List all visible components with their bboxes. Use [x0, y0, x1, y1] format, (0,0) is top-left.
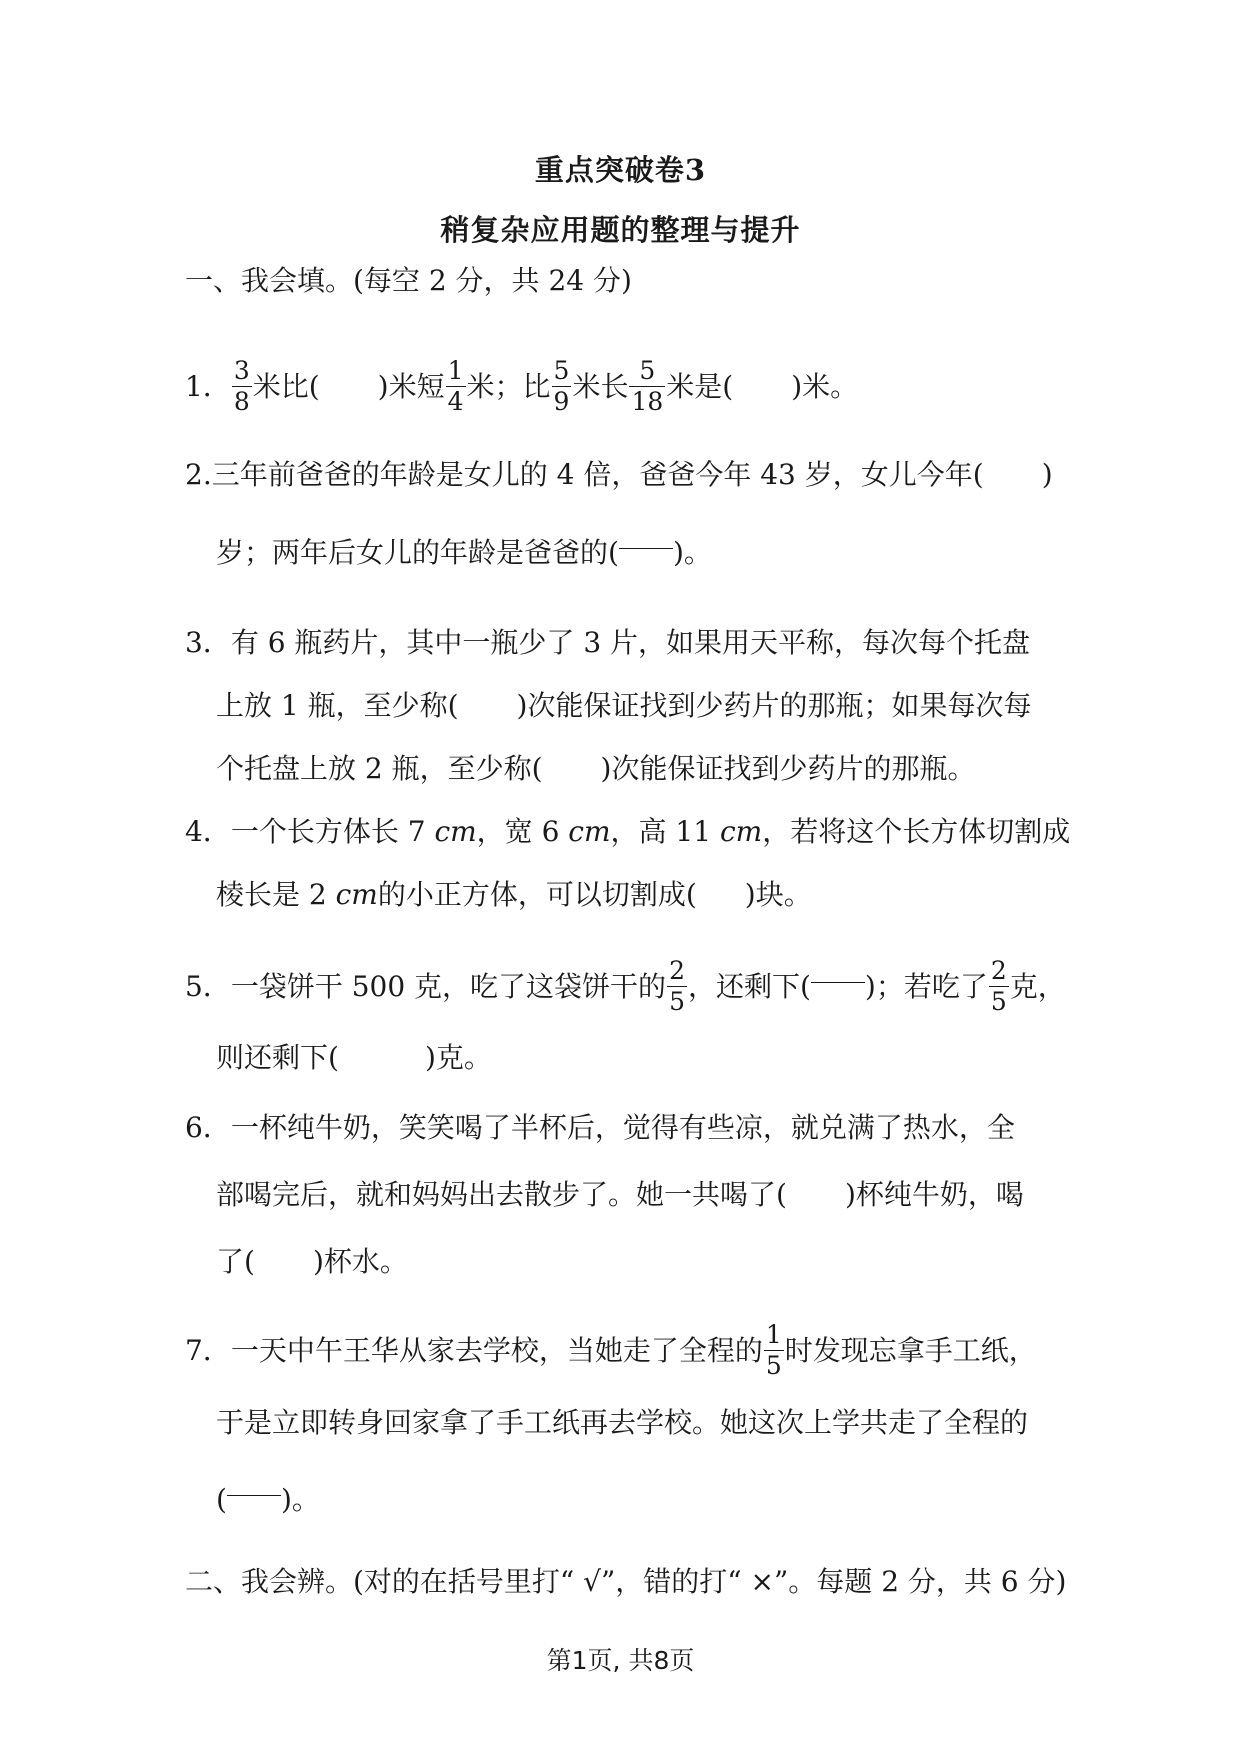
question-text: 部喝完后，就和妈妈出去散步了。她一共喝了(	[216, 1178, 787, 1211]
question-6-line-2	[216, 1175, 1024, 1215]
fraction	[232, 356, 252, 417]
fraction	[629, 356, 665, 417]
question-6-line-1: 6．一杯纯牛奶，笑笑喝了半杯后，觉得有些凉，就兑满了热水，全	[185, 1111, 1015, 1144]
question-text: 棱长是 2	[216, 878, 336, 911]
question-text: )次能保证找到少药片的那瓶。	[600, 752, 976, 785]
question-text: 则还剩下(	[216, 1041, 339, 1074]
question-text: 米是(	[666, 370, 734, 403]
question-text: 7．一天中午王华从家去学校，当她走了全程的	[185, 1334, 763, 1367]
denominator: 8	[233, 387, 250, 416]
denominator: 5	[765, 1351, 782, 1380]
fraction-answer-blank[interactable]	[811, 982, 865, 983]
question-6-line-3	[216, 1242, 408, 1282]
numerator: 3	[233, 356, 250, 385]
question-7-line-2: 于是立即转身回家拿了手工纸再去学校。她这次上学共走了全程的	[216, 1406, 1029, 1439]
question-3-line-3	[216, 749, 975, 789]
numerator: 2	[669, 956, 685, 985]
question-3-line-1: 3．有 6 瓶药片，其中一瓶少了 3 片，如果用天平称，每次每个托盘	[185, 626, 1031, 659]
question-text: 米长	[572, 370, 629, 403]
question-text: 岁；两年后女儿的年龄是爸爸的(	[216, 536, 619, 569]
question-5-line-2	[216, 1038, 492, 1078]
fraction	[667, 956, 687, 1017]
question-text: )	[1041, 458, 1053, 491]
question-text: ，还剩下(	[687, 970, 811, 1003]
question-text: )杯水。	[312, 1245, 408, 1278]
fraction	[764, 1320, 784, 1381]
question-text: )米。	[791, 370, 859, 403]
question-4-line-2	[216, 875, 812, 915]
unit-text: cm	[719, 815, 763, 848]
unit-text: cm	[335, 878, 378, 911]
page-footer: 第1页, 共8页	[546, 1646, 695, 1675]
question-text: ，高 11	[610, 815, 720, 848]
question-text: )。	[672, 536, 712, 569]
denominator: 5	[669, 987, 685, 1016]
question-text: )米短	[377, 370, 445, 403]
question-text: ，宽 6	[476, 815, 569, 848]
question-text: )。	[280, 1483, 320, 1516]
unit-text: cm	[434, 815, 477, 848]
question-text: 克，	[1009, 970, 1066, 1003]
question-text: ，若将这个长方体切割成	[762, 815, 1071, 848]
question-text: )杯纯牛奶，喝	[844, 1178, 1024, 1211]
section-1-heading: 一、我会填。(每空 2 分，共 24 分)	[185, 264, 632, 297]
question-text: )；若吃了	[864, 970, 988, 1003]
question-text: 4．一个长方体长 7	[185, 815, 435, 848]
question-text: 米；比	[466, 370, 551, 403]
question-text: 时发现忘拿手工纸，	[784, 1334, 1037, 1367]
question-text: )块。	[744, 878, 812, 911]
question-text: 了(	[216, 1245, 255, 1278]
fraction	[989, 956, 1009, 1017]
numerator: 5	[629, 356, 665, 387]
question-1	[185, 358, 858, 419]
numerator: 5	[553, 356, 570, 385]
denominator: 5	[990, 987, 1007, 1016]
denominator: 9	[553, 387, 570, 416]
question-7-line-1	[185, 1322, 1037, 1383]
unit-text: cm	[568, 815, 611, 848]
question-4-line-1	[185, 812, 1070, 852]
numerator: 2	[990, 956, 1007, 985]
numerator: 1	[447, 356, 464, 385]
question-text: )次能保证找到少药片的那瓶；如果每次每	[516, 689, 1032, 722]
section-2-heading: 二、我会辨。(对的在括号里打“ √”，错的打“ ×”。每题 2 分，共 6 分)	[185, 1565, 1067, 1598]
fraction	[552, 356, 572, 417]
page-title: 重点突破卷3	[534, 153, 707, 187]
question-2-line-2	[216, 533, 712, 573]
numerator: 1	[765, 1320, 782, 1349]
question-text: (	[216, 1483, 227, 1516]
question-3-line-2	[216, 686, 1031, 726]
question-text: 米比(	[252, 370, 320, 403]
question-text: 上放 1 瓶，至少称(	[216, 689, 459, 722]
denominator: 18	[631, 387, 664, 416]
page-subtitle: 稍复杂应用题的整理与提升	[440, 213, 801, 247]
question-text: 2.三年前爸爸的年龄是女儿的 4 倍，爸爸今年 43 岁，女儿今年(	[185, 458, 984, 491]
question-2-line-1	[185, 455, 1053, 495]
question-number: 1．	[185, 370, 231, 403]
fraction-answer-blank[interactable]	[619, 548, 673, 549]
fraction	[446, 356, 466, 417]
question-5-line-1	[185, 958, 1066, 1019]
fraction-answer-blank[interactable]	[227, 1495, 281, 1496]
denominator: 4	[447, 387, 464, 416]
question-text: 的小正方体，可以切割成(	[377, 878, 697, 911]
question-7-line-3	[216, 1480, 320, 1520]
question-text: 5．一袋饼干 500 克，吃了这袋饼干的	[185, 970, 667, 1003]
question-text: 个托盘上放 2 瓶，至少称(	[216, 752, 543, 785]
question-text: )克。	[424, 1041, 492, 1074]
